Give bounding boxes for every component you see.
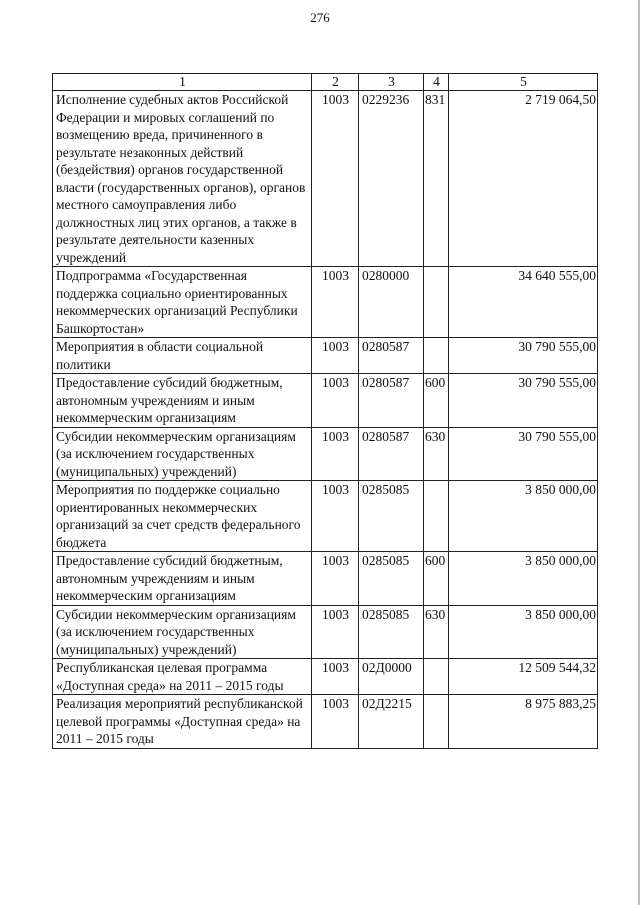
row-article: 0280587 <box>359 427 424 481</box>
row-article: 02Д2215 <box>359 695 424 749</box>
row-name: Предоставление субсидий бюджетным, автономным учреждениям и иным некоммерческим организациям <box>53 374 312 428</box>
row-name: Мероприятия в области социальной политики <box>53 338 312 374</box>
row-section: 1003 <box>312 552 359 606</box>
row-type: 600 <box>424 552 449 606</box>
row-article: 0280587 <box>359 374 424 428</box>
row-type <box>424 659 449 695</box>
row-amount: 34 640 555,00 <box>449 267 598 338</box>
row-amount: 30 790 555,00 <box>449 338 598 374</box>
row-article: 0229236 <box>359 91 424 267</box>
row-type <box>424 338 449 374</box>
row-article: 0280587 <box>359 338 424 374</box>
row-amount: 12 509 544,32 <box>449 659 598 695</box>
row-amount: 3 850 000,00 <box>449 552 598 606</box>
row-amount: 3 850 000,00 <box>449 605 598 659</box>
row-article: 02Д0000 <box>359 659 424 695</box>
row-type <box>424 267 449 338</box>
row-section: 1003 <box>312 481 359 552</box>
header-col-3: 3 <box>359 74 424 91</box>
row-type <box>424 695 449 749</box>
row-article: 0280000 <box>359 267 424 338</box>
row-section: 1003 <box>312 338 359 374</box>
table-row <box>53 659 598 695</box>
row-name: Исполнение судебных актов Российской Федерации и мировых соглашений по возмещению вреда, причиненного в результате незаконных действий (бездействия) органов государственной власти (государственных органов), органов местного самоуправления либо должностных лиц этих органов, а также в результате деятельности казенных учреждений <box>53 91 312 267</box>
row-type: 630 <box>424 427 449 481</box>
page-number: 276 <box>310 10 330 25</box>
row-section: 1003 <box>312 91 359 267</box>
table-header-row <box>53 74 598 91</box>
row-name: Мероприятия по поддержке социально ориентированных некоммерческих организаций за счет средств федерального бюджета <box>53 481 312 552</box>
row-amount: 8 975 883,25 <box>449 695 598 749</box>
row-section: 1003 <box>312 374 359 428</box>
header-col-1: 1 <box>53 74 312 91</box>
row-section: 1003 <box>312 267 359 338</box>
header-col-5: 5 <box>449 74 598 91</box>
table-row <box>53 338 598 374</box>
table-row <box>53 605 598 659</box>
row-type: 630 <box>424 605 449 659</box>
table-row <box>53 374 598 428</box>
row-amount: 3 850 000,00 <box>449 481 598 552</box>
table-row <box>53 695 598 749</box>
row-name: Субсидии некоммерческим организациям (за исключением государственных (муниципальных) учреждений) <box>53 605 312 659</box>
row-name: Предоставление субсидий бюджетным, автономным учреждениям и иным некоммерческим организациям <box>53 552 312 606</box>
row-article: 0285085 <box>359 481 424 552</box>
row-type <box>424 481 449 552</box>
row-name: Подпрограмма «Государственная поддержка социально ориентированных некоммерческих организаций Республики Башкортостан» <box>53 267 312 338</box>
table-row <box>53 91 598 267</box>
table-row <box>53 552 598 606</box>
row-section: 1003 <box>312 659 359 695</box>
table-row <box>53 481 598 552</box>
row-type: 600 <box>424 374 449 428</box>
row-article: 0285085 <box>359 605 424 659</box>
row-name: Субсидии некоммерческим организациям (за исключением государственных (муниципальных) учреждений) <box>53 427 312 481</box>
row-type: 831 <box>424 91 449 267</box>
row-amount: 30 790 555,00 <box>449 427 598 481</box>
row-amount: 2 719 064,50 <box>449 91 598 267</box>
row-amount: 30 790 555,00 <box>449 374 598 428</box>
row-article: 0285085 <box>359 552 424 606</box>
table-row <box>53 427 598 481</box>
row-name: Республиканская целевая программа «Доступная среда» на 2011 – 2015 годы <box>53 659 312 695</box>
table-row <box>53 267 598 338</box>
row-section: 1003 <box>312 605 359 659</box>
row-section: 1003 <box>312 695 359 749</box>
row-section: 1003 <box>312 427 359 481</box>
header-col-4: 4 <box>424 74 449 91</box>
header-col-2: 2 <box>312 74 359 91</box>
budget-table <box>52 73 598 749</box>
row-name: Реализация мероприятий республиканской целевой программы «Доступная среда» на 2011 – 2015 годы <box>53 695 312 749</box>
